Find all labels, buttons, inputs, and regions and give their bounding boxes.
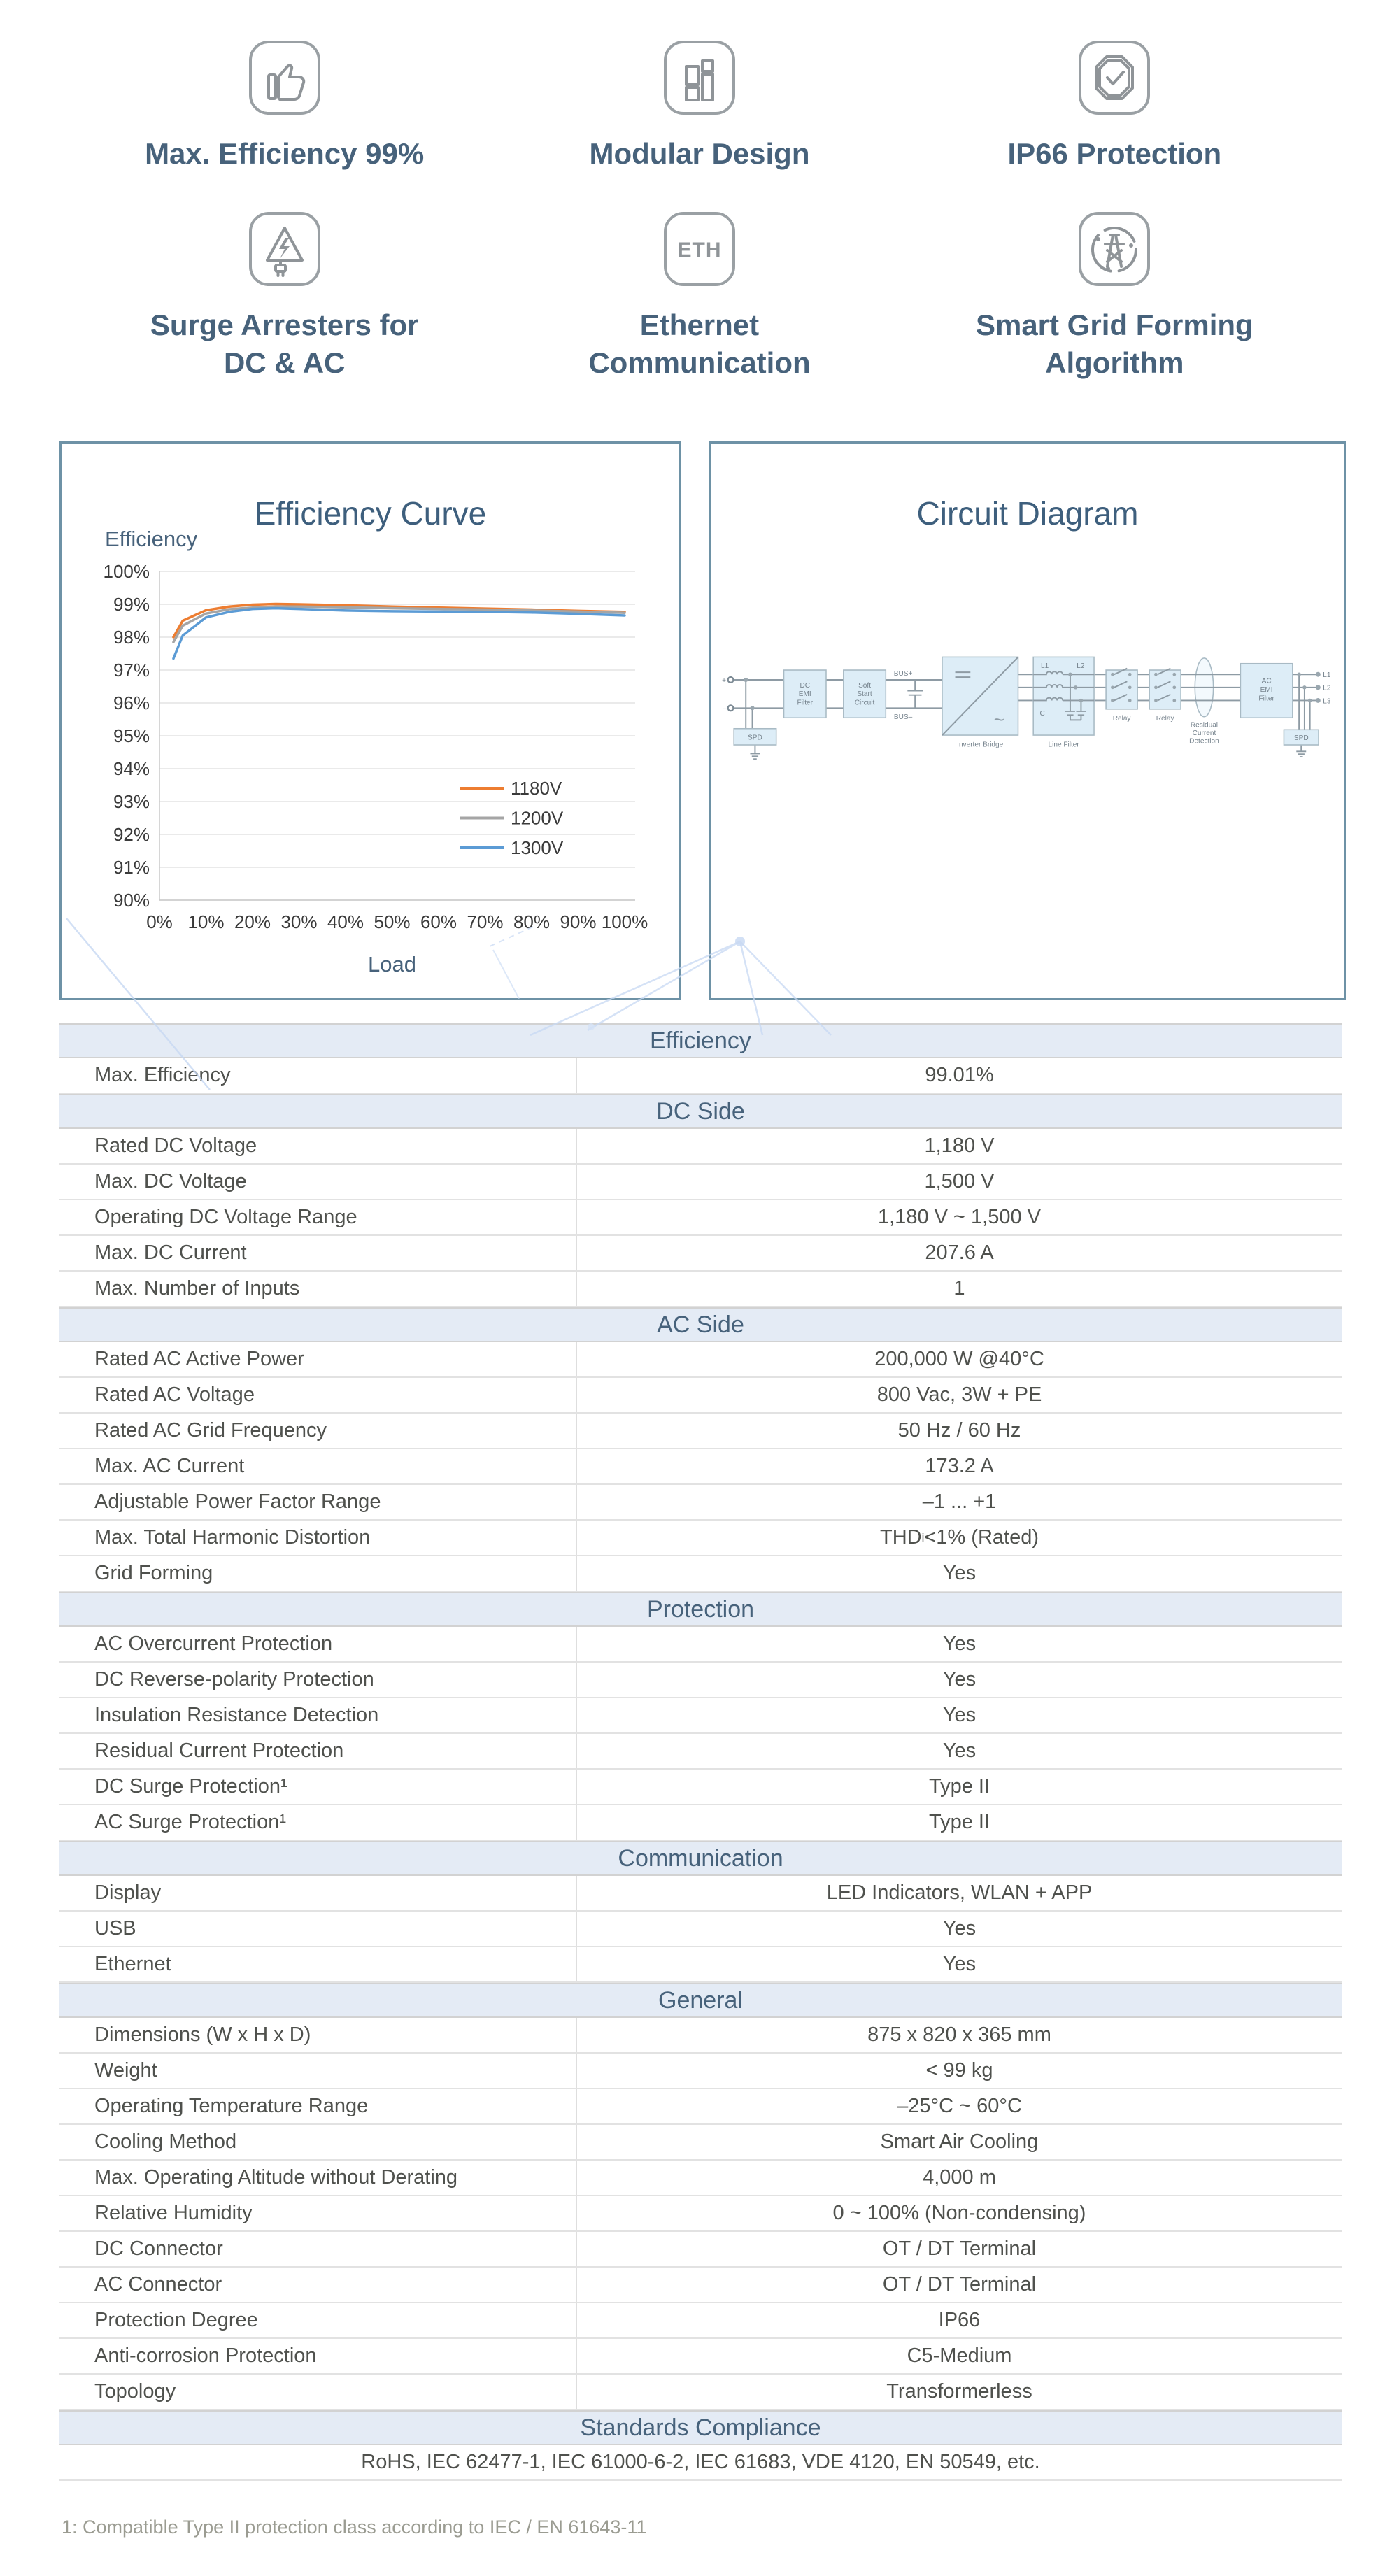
spec-value: IP66 [938, 2309, 981, 2331]
feature-max-efficiency [77, 38, 492, 173]
spec-value: Yes [942, 1953, 977, 1975]
circuit-diagram-panel [709, 441, 1346, 1000]
spec-label: Insulation Resistance Detection [59, 1698, 577, 1732]
spec-value: LED Indicators, WLAN + APP [826, 1881, 1093, 1904]
spec-row [59, 1698, 1342, 1734]
svg-text:Start: Start [857, 690, 872, 699]
spec-label: Max. AC Current [59, 1449, 577, 1483]
spec-row [59, 1485, 1342, 1521]
svg-text:Filter: Filter [797, 699, 813, 707]
spec-row [59, 1165, 1342, 1200]
spec-value: 173.2 A [925, 1455, 994, 1477]
y-tick-label: 99% [113, 594, 150, 615]
feature-label-line: Modular Design [589, 137, 810, 170]
spec-row [59, 1414, 1342, 1449]
svg-text:L2: L2 [1077, 662, 1085, 670]
section-header: AC Side [59, 1307, 1342, 1342]
relay-block-1 [1106, 670, 1137, 709]
y-tick-label: 100% [103, 561, 150, 582]
legend-label: 1200V [511, 807, 564, 829]
spec-label: Ethernet [59, 1947, 577, 1981]
spec-value: Transformerless [886, 2380, 1032, 2403]
spec-value: Yes [942, 1704, 977, 1726]
spec-row [59, 1556, 1342, 1592]
section-header: Standards Compliance [59, 2410, 1342, 2445]
ac-l1-label: L1 [1323, 671, 1331, 680]
spec-label: Adjustable Power Factor Range [59, 1485, 577, 1519]
relay-caption: Relay [1112, 715, 1131, 723]
spec-label: DC Connector [59, 2232, 577, 2266]
svg-text:BUS–: BUS– [893, 713, 913, 721]
spec-row [59, 1627, 1342, 1663]
efficiency-curve-panel [59, 441, 681, 1000]
svg-text:SPD: SPD [748, 734, 762, 742]
svg-text:Circuit: Circuit [854, 699, 875, 707]
feature-label [1007, 135, 1221, 173]
spec-row [59, 1449, 1342, 1485]
spec-table [59, 1023, 1342, 2481]
spec-value: 1,180 V [924, 1134, 995, 1157]
spec-value: Type II [928, 1811, 990, 1833]
svg-text:Soft: Soft [858, 681, 872, 690]
x-tick-label: 80% [513, 911, 551, 932]
spec-label: Rated AC Grid Frequency [59, 1414, 577, 1448]
spec-value: OT / DT Terminal [882, 2273, 1037, 2296]
x-tick-label: 0% [146, 911, 173, 932]
y-tick-label: 91% [113, 857, 150, 878]
y-axis-title: Efficiency [105, 527, 198, 551]
feature-label-line: Max. Efficiency 99% [145, 137, 425, 170]
svg-text:BUS+: BUS+ [893, 669, 913, 678]
spec-value: 50 Hz / 60 Hz [897, 1419, 1021, 1442]
feature-label [145, 135, 424, 173]
spec-value: –25°C ~ 60°C [897, 2095, 1022, 2117]
inverter-bridge-caption: Inverter Bridge [957, 741, 1004, 749]
spec-value: 800 Vac, 3W + PE [876, 1383, 1042, 1406]
spec-row [59, 2375, 1342, 2410]
spec-row: RoHS, IEC 62477-1, IEC 61000-6-2, IEC 61683, VDE 4120, EN 50549, etc. [59, 2445, 1342, 2481]
grid-forming-icon [1075, 210, 1153, 288]
svg-text:Residual: Residual [1190, 721, 1219, 730]
spec-label: Max. Number of Inputs [59, 1272, 577, 1306]
spec-label: AC Surge Protection¹ [59, 1805, 577, 1840]
legend-label: 1300V [511, 837, 564, 858]
x-tick-label: 100% [601, 911, 648, 932]
x-axis-title: Load [368, 952, 416, 976]
svg-text:Filter: Filter [1258, 695, 1274, 703]
x-tick-label: 90% [560, 911, 597, 932]
y-tick-label: 90% [113, 890, 150, 911]
ethernet-icon [660, 210, 739, 288]
ac-l2-label: L2 [1323, 684, 1331, 692]
spec-label: Display [59, 1876, 577, 1910]
x-tick-label: 30% [280, 911, 318, 932]
x-tick-label: 60% [420, 911, 457, 932]
spec-row [59, 2054, 1342, 2089]
spec-label: Rated AC Active Power [59, 1342, 577, 1376]
feature-label-line: Algorithm [1045, 346, 1184, 380]
spec-label: Rated DC Voltage [59, 1129, 577, 1163]
shield-check-icon [1075, 38, 1153, 117]
feature-label-line: Smart Grid Forming [975, 308, 1254, 341]
spec-row [59, 1947, 1342, 1983]
spec-row [59, 2125, 1342, 2161]
x-tick-label: 40% [327, 911, 364, 932]
svg-text:EMI: EMI [798, 690, 811, 699]
thumbs-up-icon [246, 38, 324, 117]
spec-row [59, 1876, 1342, 1912]
relay-block-2 [1149, 670, 1181, 709]
spec-label: Operating DC Voltage Range [59, 1200, 577, 1234]
spec-value: 1,500 V [924, 1170, 995, 1193]
modular-grid-icon [660, 38, 739, 117]
feature-label-line: Ethernet [639, 308, 760, 341]
spec-row [59, 1272, 1342, 1307]
dc-plus-terminal-label: + [722, 676, 727, 685]
y-tick-label: 98% [113, 627, 150, 648]
spec-value: Yes [942, 1739, 977, 1762]
feature-ip66 [907, 38, 1322, 173]
spec-value: Yes [942, 1917, 977, 1940]
spec-label: Max. Total Harmonic Distortion [59, 1521, 577, 1555]
feature-label [589, 135, 809, 173]
spec-value: Type II [928, 1775, 990, 1798]
spec-row [59, 1663, 1342, 1698]
spec-row [59, 2232, 1342, 2268]
svg-text:DC: DC [800, 681, 811, 690]
spec-label: Rated AC Voltage [59, 1378, 577, 1412]
spec-label: AC Connector [59, 2268, 577, 2302]
y-tick-label: 96% [113, 692, 150, 713]
dc-minus-terminal-label: – [722, 705, 727, 713]
y-tick-label: 92% [113, 824, 150, 845]
spec-label: Anti-corrosion Protection [59, 2339, 577, 2373]
spec-label: Max. DC Current [59, 1236, 577, 1270]
spec-row [59, 1912, 1342, 1947]
x-tick-label: 50% [374, 911, 411, 932]
section-header: Efficiency [59, 1023, 1342, 1058]
spec-row [59, 1378, 1342, 1414]
section-header: Communication [59, 1841, 1342, 1876]
spec-row [59, 1734, 1342, 1770]
feature-modular-design [492, 38, 907, 173]
svg-text:SPD: SPD [1293, 734, 1309, 743]
spec-value: C5-Medium [907, 2344, 1012, 2367]
feature-grid [77, 38, 1322, 383]
footnote: 1: Compatible Type II protection class according to IEC / EN 61643-11 [62, 2517, 647, 2538]
y-tick-label: 97% [113, 660, 150, 681]
spec-value: OT / DT Terminal [882, 2237, 1037, 2260]
spec-label: Cooling Method [59, 2125, 577, 2159]
spec-value: THD i <1% (Rated) [880, 1526, 1039, 1549]
spec-value: –1 ... +1 [922, 1490, 997, 1513]
y-tick-label: 94% [113, 758, 150, 779]
legend-label: 1180V [511, 778, 562, 799]
feature-label [588, 306, 810, 383]
spec-value: 4,000 m [923, 2166, 996, 2189]
spec-value: Yes [942, 1562, 977, 1584]
spec-label: AC Overcurrent Protection [59, 1627, 577, 1661]
spec-label: Dimensions (W x H x D) [59, 2018, 577, 2052]
spec-value: 207.6 A [925, 1241, 994, 1264]
spec-label: Max. Efficiency [59, 1058, 577, 1093]
section-header: Protection [59, 1592, 1342, 1627]
spec-label: DC Reverse-polarity Protection [59, 1663, 577, 1697]
series-1300V [173, 609, 625, 659]
x-tick-label: 70% [467, 911, 504, 932]
eth-icon-text: ETH [677, 238, 722, 262]
spec-row [59, 2018, 1342, 2054]
x-tick-label: 20% [234, 911, 271, 932]
panel-title: Circuit Diagram [916, 495, 1139, 532]
spec-label: Topology [59, 2375, 577, 2409]
spec-value: < 99 kg [925, 2059, 993, 2082]
svg-text:~: ~ [993, 709, 1005, 730]
surge-arrester-icon [246, 210, 324, 288]
spec-value: Smart Air Cooling [880, 2130, 1039, 2153]
spec-row [59, 1129, 1342, 1165]
relay-caption: Relay [1156, 715, 1174, 723]
section-header: General [59, 1983, 1342, 2018]
spec-label: Max. DC Voltage [59, 1165, 577, 1199]
spec-row [59, 2161, 1342, 2196]
svg-text:Current: Current [1192, 730, 1216, 738]
svg-text:AC: AC [1261, 677, 1272, 685]
efficiency-curve-chart [69, 556, 670, 983]
spec-label: Relative Humidity [59, 2196, 577, 2230]
spec-row [59, 2268, 1342, 2303]
spec-value: 1,180 V ~ 1,500 V [878, 1206, 1041, 1228]
spec-value: 875 x 820 x 365 mm [867, 2023, 1051, 2046]
svg-text:EMI: EMI [1260, 686, 1273, 695]
spec-row [59, 2196, 1342, 2232]
spec-label: Grid Forming [59, 1556, 577, 1591]
feature-label-line: Surge Arresters for [150, 308, 419, 341]
spec-value: 200,000 W @40°C [874, 1348, 1044, 1370]
svg-text:L1: L1 [1041, 662, 1049, 670]
feature-surge-arresters [77, 210, 492, 383]
spec-label: Weight [59, 2054, 577, 2088]
spec-label: Residual Current Protection [59, 1734, 577, 1768]
spec-label: DC Surge Protection¹ [59, 1770, 577, 1804]
spec-row [59, 1058, 1342, 1094]
spec-value: 99.01% [925, 1064, 994, 1086]
spec-row [59, 1521, 1342, 1556]
spec-row [59, 1805, 1342, 1841]
feature-ethernet [492, 210, 907, 383]
spec-label: Operating Temperature Range [59, 2089, 577, 2123]
spec-value: 1 [953, 1277, 965, 1300]
spec-row [59, 2303, 1342, 2339]
spec-row [59, 1770, 1342, 1805]
y-tick-label: 95% [113, 725, 150, 746]
panel-title: Efficiency Curve [254, 495, 487, 532]
section-header: DC Side [59, 1094, 1342, 1129]
feature-label-line: Communication [588, 346, 811, 380]
ac-l3-label: L3 [1323, 697, 1331, 706]
spec-label: Max. Operating Altitude without Derating [59, 2161, 577, 2195]
feature-label-line: DC & AC [223, 346, 346, 380]
feature-label-line: IP66 Protection [1007, 137, 1222, 170]
y-tick-label: 93% [113, 791, 150, 812]
x-tick-label: 10% [187, 911, 225, 932]
line-filter-caption: Line Filter [1048, 741, 1079, 749]
spec-row [59, 2339, 1342, 2375]
spec-label: Protection Degree [59, 2303, 577, 2337]
feature-label [150, 306, 419, 383]
feature-label [976, 306, 1254, 383]
spec-row [59, 1200, 1342, 1236]
svg-text:Detection: Detection [1189, 737, 1219, 746]
spec-row [59, 2089, 1342, 2125]
spec-value: Yes [942, 1668, 977, 1691]
circuit-diagram [720, 648, 1338, 776]
spec-row [59, 1236, 1342, 1272]
spec-label: USB [59, 1912, 577, 1946]
spec-value: Yes [942, 1632, 977, 1655]
spec-value: 0 ~ 100% (Non-condensing) [832, 2202, 1086, 2224]
feature-grid-forming [907, 210, 1322, 383]
svg-text:C: C [1039, 710, 1045, 718]
spec-row [59, 1342, 1342, 1378]
